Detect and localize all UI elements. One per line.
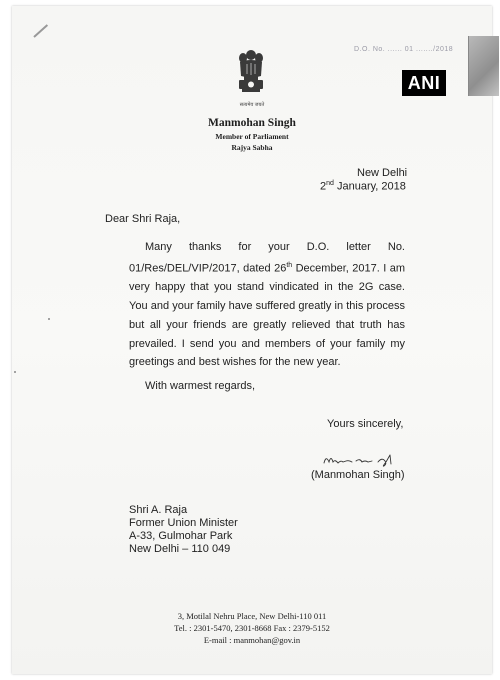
footer-phone: Tel. : 2301-5470, 2301-8668 Fax : 2379-5152	[174, 623, 330, 633]
revenue-stamp	[468, 36, 499, 96]
scan-speck	[14, 371, 16, 373]
emblem-motto: सत्यमेव जयते	[239, 102, 265, 108]
addressee-line: New Delhi – 110 049	[129, 543, 231, 555]
salutation: Dear Shri Raja,	[105, 213, 181, 225]
signature-name: (Manmohan Singh)	[311, 469, 405, 481]
sender-title: Member of Parliament	[215, 132, 289, 141]
addressee-line: Former Union Minister	[129, 517, 238, 529]
letter-city: New Delhi	[357, 167, 408, 179]
letter-body: Many thanks for your D.O. letter No. 01/Res/DEL/VIP/2017, dated 26th December, 2017. I am very happy that you stand vindicated in the 2G case. You and your family have suffered greatly in this process but all your friends are greatly relieved that truth has prevailed. I send you and members of your family my greetings and best wishes for the new year.	[129, 241, 405, 369]
addressee-block	[129, 504, 238, 556]
scan-speck	[48, 318, 50, 320]
letter-page	[12, 6, 492, 674]
ani-watermark: ANI	[402, 70, 446, 96]
addressee-line: Shri A. Raja	[129, 504, 188, 516]
footer-email: E-mail : manmohan@gov.in	[203, 635, 301, 645]
scan-mark	[33, 24, 48, 38]
closing-line: With warmest regards,	[145, 380, 256, 392]
addressee-line: A-33, Gulmohar Park	[129, 530, 233, 542]
footer-address: 3, Motilal Nehru Place, New Delhi-110 011	[177, 611, 327, 621]
sender-name: Manmohan Singh	[208, 117, 296, 129]
signature-icon	[322, 451, 402, 469]
letter-date: 2nd January, 2018	[320, 180, 406, 193]
sender-house: Rajya Sabha	[231, 143, 273, 152]
national-emblem-icon	[234, 48, 268, 100]
reference-number: D.O. No. ...... 01 ......./2018	[354, 46, 454, 53]
valediction: Yours sincerely,	[327, 418, 404, 430]
